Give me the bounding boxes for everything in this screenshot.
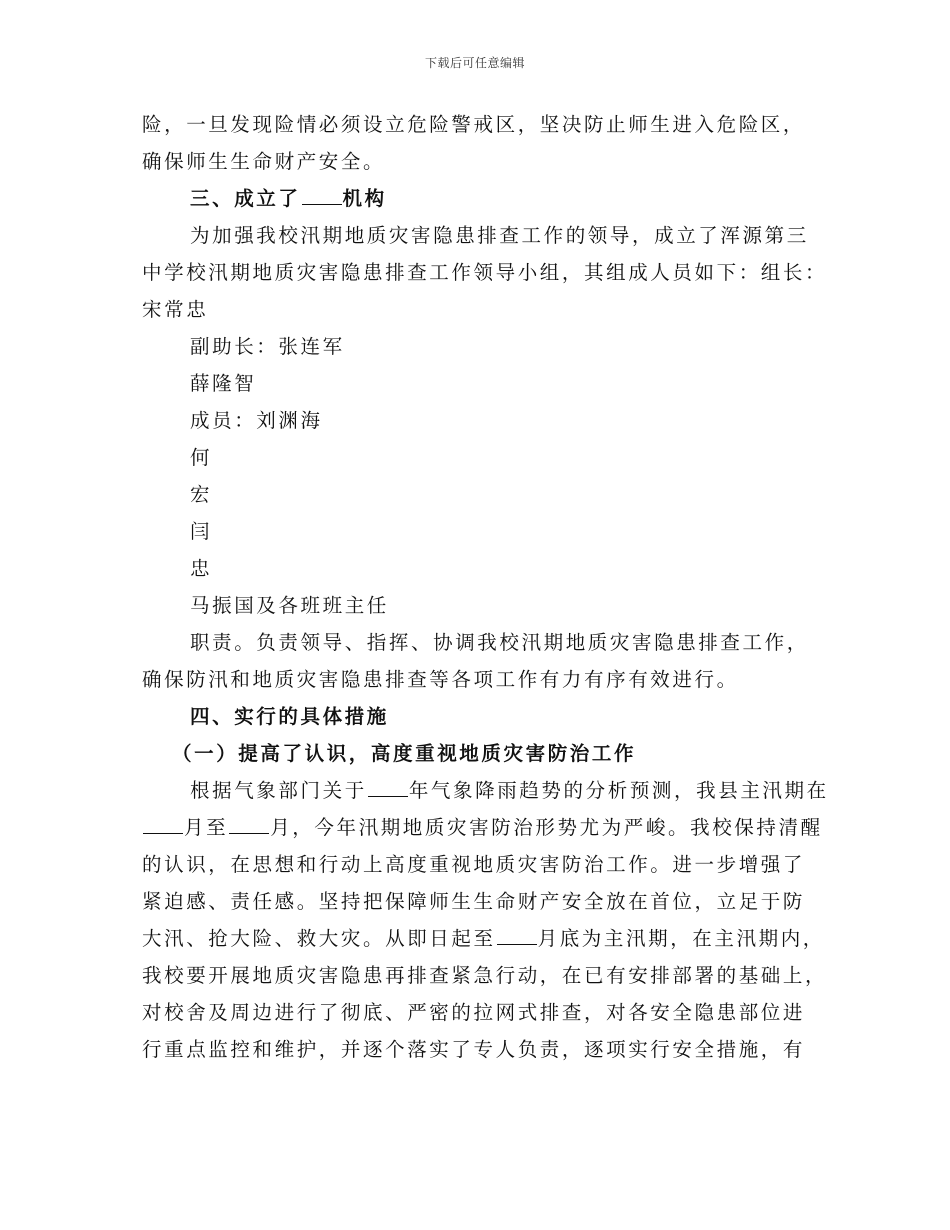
member-line: 何 <box>190 446 213 469</box>
section-heading-3 <box>142 180 828 217</box>
text-segment: 月底为主汛期，在主汛期内， <box>537 927 825 950</box>
paragraph-line: 行重点监控和维护，并逐个落实了专人负责，逐项实行安全措施，有 <box>142 1038 806 1061</box>
member-line: 忠 <box>190 557 213 580</box>
text-segment: 根据气象部门关于 <box>190 779 367 802</box>
paragraph-line: 职责。负责领导、指挥、协调我校汛期地质灾害隐患排查工作， <box>190 631 809 654</box>
member-line: 宏 <box>190 483 213 506</box>
subsection-heading: （一）提高了认识，高度重视地质灾害防治工作 <box>172 742 637 765</box>
paragraph-line <box>142 772 828 809</box>
paragraph-line: 为加强我校汛期地质灾害隐患排查工作的领导，成立了浑源第三 <box>190 224 809 247</box>
fill-blank <box>368 776 408 797</box>
member-line: 成员：刘渊海 <box>190 409 323 432</box>
paragraph-line: 的认识，在思想和行动上高度重视地质灾害防治工作。进一步增强了 <box>142 853 806 876</box>
member-line: 马振国及各班班主任 <box>190 594 389 617</box>
document-body <box>142 106 828 1068</box>
text-segment: 月至 <box>184 816 229 839</box>
heading-text: 三、成立了 <box>190 187 301 210</box>
paragraph-line: 中学校汛期地质灾害隐患排查工作领导小组，其组成人员如下：组长： <box>142 261 828 284</box>
fill-blank <box>229 813 269 834</box>
member-line: 副助长：张连军 <box>190 335 345 358</box>
paragraph-line: 对校舍及周边进行了彻底、严密的拉网式排查，对各安全隐患部位进 <box>142 1001 806 1024</box>
text-segment: 月，今年汛期地质灾害防治形势尤为严峻。我校保持清醒 <box>270 816 823 839</box>
paragraph-line <box>142 809 828 846</box>
paragraph-line: 确保师生生命财产安全。 <box>142 150 386 173</box>
member-line: 薛隆智 <box>190 372 257 395</box>
member-line: 闫 <box>190 520 213 543</box>
text-segment: 大汛、抢大险、救大灾。从即日起至 <box>142 927 496 950</box>
fill-blank <box>143 813 183 834</box>
heading-text: 机构 <box>342 187 387 210</box>
text-segment: 年气象降雨趋势的分析预测，我县主汛期在 <box>408 779 829 802</box>
paragraph-line <box>142 920 828 957</box>
paragraph-line: 宋常忠 <box>142 298 209 321</box>
paragraph-line: 险，一旦发现险情必须设立危险警戒区，坚决防止师生进入危险区， <box>142 113 806 136</box>
paragraph-line: 我校要开展地质灾害隐患再排查紧急行动，在已有安排部署的基础上， <box>142 964 828 987</box>
section-heading-4: 四、实行的具体措施 <box>190 705 389 728</box>
paragraph-line: 紧迫感、责任感。坚持把保障师生生命财产安全放在首位，立足于防 <box>142 890 806 913</box>
page-header: 下载后可任意编辑 <box>424 56 525 70</box>
fill-blank <box>302 184 342 205</box>
paragraph-line: 确保防汛和地质灾害隐患排查等各项工作有力有序有效进行。 <box>142 668 739 691</box>
fill-blank <box>497 924 537 945</box>
